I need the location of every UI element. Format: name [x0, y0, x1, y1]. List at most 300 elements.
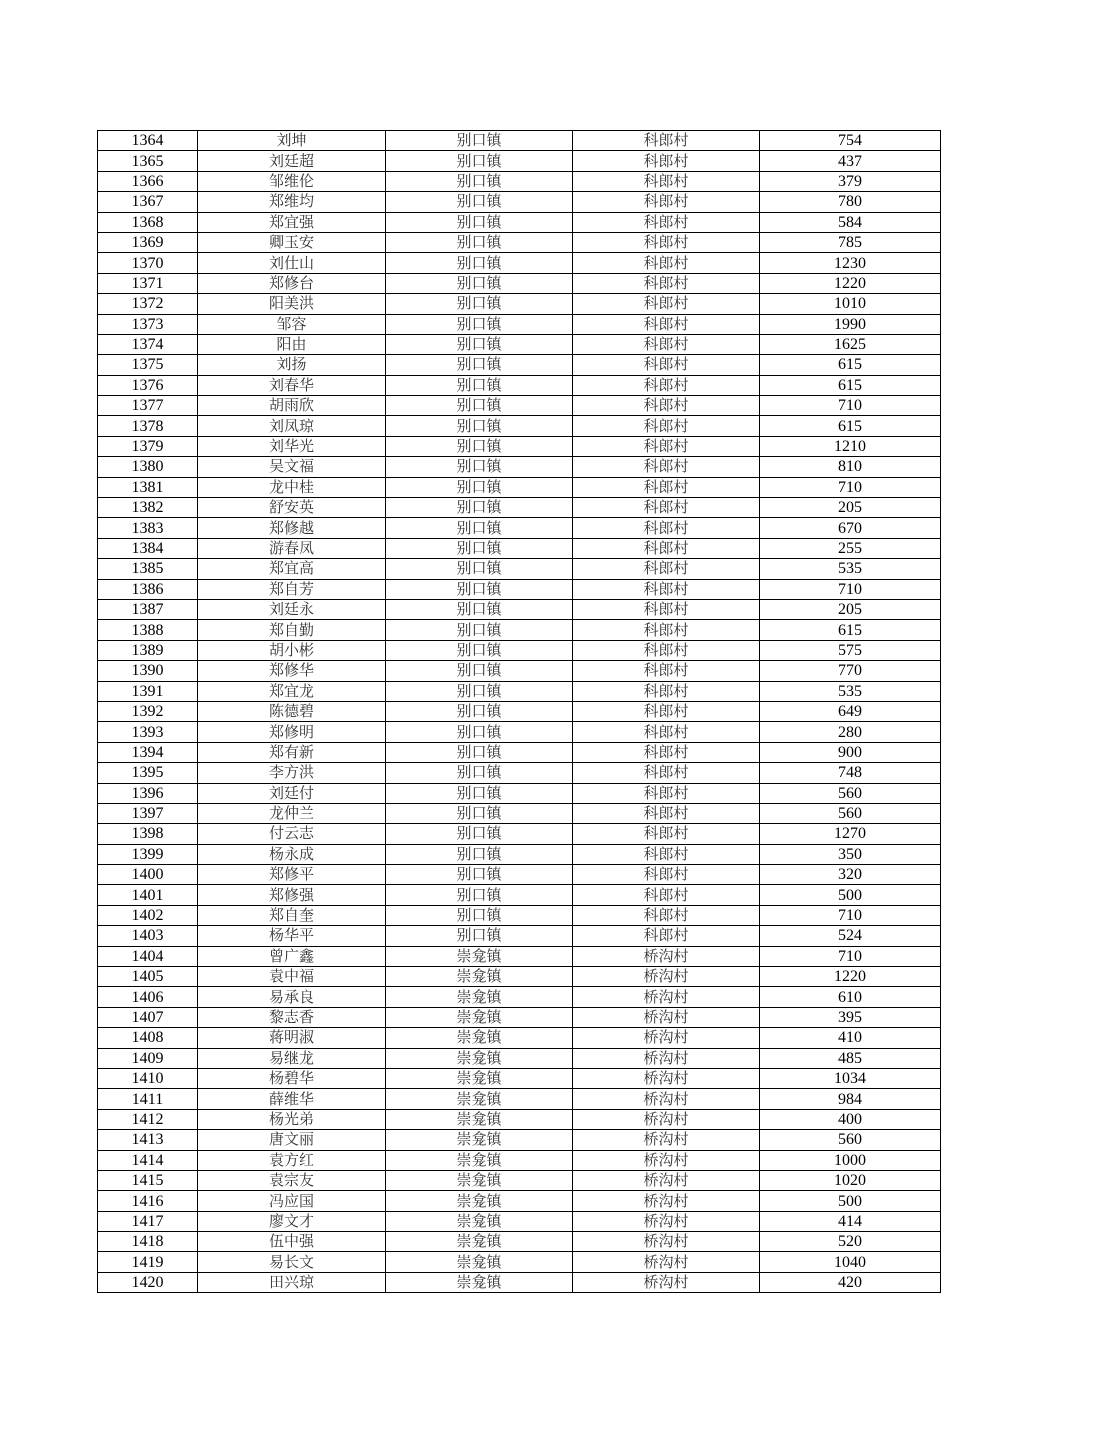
town-cell: 崇龛镇 [386, 1170, 573, 1190]
town-cell: 崇龛镇 [386, 987, 573, 1007]
village-cell: 科郎村 [573, 681, 760, 701]
town-cell: 别口镇 [386, 844, 573, 864]
table-row [98, 722, 941, 742]
table-row [98, 334, 941, 354]
row-number-cell: 1413 [98, 1130, 198, 1150]
name-cell: 刘廷永 [198, 599, 386, 619]
town-cell: 崇龛镇 [386, 946, 573, 966]
amount-cell: 1010 [760, 294, 941, 314]
name-cell: 刘春华 [198, 375, 386, 395]
amount-cell: 500 [760, 1191, 941, 1211]
village-cell: 科郎村 [573, 763, 760, 783]
amount-cell: 710 [760, 396, 941, 416]
table-row [98, 294, 941, 314]
row-number-cell: 1387 [98, 599, 198, 619]
name-cell: 郑有新 [198, 742, 386, 762]
row-number-cell: 1383 [98, 518, 198, 538]
name-cell: 刘华光 [198, 436, 386, 456]
row-number-cell: 1396 [98, 783, 198, 803]
row-number-cell: 1402 [98, 905, 198, 925]
row-number-cell: 1397 [98, 803, 198, 823]
amount-cell: 1220 [760, 967, 941, 987]
name-cell: 刘凤琼 [198, 416, 386, 436]
table-row [98, 844, 941, 864]
name-cell: 陈德碧 [198, 701, 386, 721]
village-cell: 桥沟村 [573, 1170, 760, 1190]
village-cell: 科郎村 [573, 457, 760, 477]
amount-cell: 379 [760, 171, 941, 191]
town-cell: 崇龛镇 [386, 1191, 573, 1211]
row-number-cell: 1384 [98, 538, 198, 558]
row-number-cell: 1371 [98, 273, 198, 293]
name-cell: 刘扬 [198, 355, 386, 375]
row-number-cell: 1393 [98, 722, 198, 742]
row-number-cell: 1377 [98, 396, 198, 416]
town-cell: 别口镇 [386, 192, 573, 212]
town-cell: 别口镇 [386, 742, 573, 762]
village-cell: 科郎村 [573, 722, 760, 742]
village-cell: 桥沟村 [573, 1007, 760, 1027]
village-cell: 桥沟村 [573, 1272, 760, 1292]
town-cell: 别口镇 [386, 599, 573, 619]
row-number-cell: 1401 [98, 885, 198, 905]
amount-cell: 710 [760, 477, 941, 497]
amount-cell: 350 [760, 844, 941, 864]
village-cell: 科郎村 [573, 212, 760, 232]
name-cell: 吴文福 [198, 457, 386, 477]
village-cell: 桥沟村 [573, 1252, 760, 1272]
town-cell: 崇龛镇 [386, 1007, 573, 1027]
table-row [98, 1048, 941, 1068]
amount-cell: 615 [760, 375, 941, 395]
amount-cell: 810 [760, 457, 941, 477]
name-cell: 唐文丽 [198, 1130, 386, 1150]
village-cell: 科郎村 [573, 783, 760, 803]
row-number-cell: 1373 [98, 314, 198, 334]
name-cell: 易长文 [198, 1252, 386, 1272]
row-number-cell: 1372 [98, 294, 198, 314]
row-number-cell: 1375 [98, 355, 198, 375]
row-number-cell: 1368 [98, 212, 198, 232]
village-cell: 科郎村 [573, 416, 760, 436]
table-row [98, 477, 941, 497]
amount-cell: 520 [760, 1232, 941, 1252]
name-cell: 蒋明淑 [198, 1028, 386, 1048]
name-cell: 郑自奎 [198, 905, 386, 925]
amount-cell: 205 [760, 599, 941, 619]
amount-cell: 1040 [760, 1252, 941, 1272]
town-cell: 别口镇 [386, 885, 573, 905]
row-number-cell: 1381 [98, 477, 198, 497]
table-row [98, 620, 941, 640]
table-row [98, 1211, 941, 1231]
name-cell: 刘坤 [198, 131, 386, 151]
name-cell: 郑修强 [198, 885, 386, 905]
table-row [98, 457, 941, 477]
village-cell: 科郎村 [573, 314, 760, 334]
table-row [98, 885, 941, 905]
name-cell: 伍中强 [198, 1232, 386, 1252]
table-row [98, 355, 941, 375]
town-cell: 别口镇 [386, 436, 573, 456]
table-row [98, 599, 941, 619]
table-row [98, 538, 941, 558]
row-number-cell: 1382 [98, 498, 198, 518]
name-cell: 游春凤 [198, 538, 386, 558]
table-row [98, 416, 941, 436]
village-cell: 科郎村 [573, 701, 760, 721]
name-cell: 袁宗友 [198, 1170, 386, 1190]
name-cell: 薛维华 [198, 1089, 386, 1109]
table-row [98, 518, 941, 538]
row-number-cell: 1370 [98, 253, 198, 273]
amount-cell: 500 [760, 885, 941, 905]
town-cell: 别口镇 [386, 824, 573, 844]
name-cell: 邹维伦 [198, 171, 386, 191]
name-cell: 郑宜强 [198, 212, 386, 232]
town-cell: 别口镇 [386, 905, 573, 925]
town-cell: 别口镇 [386, 355, 573, 375]
village-cell: 科郎村 [573, 579, 760, 599]
name-cell: 黎志香 [198, 1007, 386, 1027]
town-cell: 别口镇 [386, 314, 573, 334]
name-cell: 田兴琼 [198, 1272, 386, 1292]
name-cell: 易承良 [198, 987, 386, 1007]
table-row [98, 314, 941, 334]
town-cell: 别口镇 [386, 232, 573, 252]
town-cell: 崇龛镇 [386, 1068, 573, 1088]
town-cell: 别口镇 [386, 681, 573, 701]
table-row [98, 926, 941, 946]
town-cell: 别口镇 [386, 131, 573, 151]
town-cell: 别口镇 [386, 498, 573, 518]
table-row [98, 946, 941, 966]
amount-cell: 320 [760, 865, 941, 885]
name-cell: 杨华平 [198, 926, 386, 946]
town-cell: 崇龛镇 [386, 967, 573, 987]
name-cell: 郑维均 [198, 192, 386, 212]
table-row [98, 1007, 941, 1027]
name-cell: 阳由 [198, 334, 386, 354]
village-cell: 科郎村 [573, 192, 760, 212]
name-cell: 龙仲兰 [198, 803, 386, 823]
village-cell: 科郎村 [573, 273, 760, 293]
town-cell: 别口镇 [386, 559, 573, 579]
town-cell: 别口镇 [386, 620, 573, 640]
amount-cell: 1990 [760, 314, 941, 334]
row-number-cell: 1390 [98, 661, 198, 681]
town-cell: 别口镇 [386, 477, 573, 497]
town-cell: 别口镇 [386, 803, 573, 823]
table-row [98, 1170, 941, 1190]
village-cell: 科郎村 [573, 375, 760, 395]
village-cell: 科郎村 [573, 518, 760, 538]
row-number-cell: 1399 [98, 844, 198, 864]
table-row [98, 640, 941, 660]
table-row [98, 1232, 941, 1252]
table-row [98, 232, 941, 252]
village-cell: 科郎村 [573, 905, 760, 925]
village-cell: 科郎村 [573, 844, 760, 864]
table-row [98, 967, 941, 987]
name-cell: 郑宜龙 [198, 681, 386, 701]
name-cell: 郑修华 [198, 661, 386, 681]
row-number-cell: 1365 [98, 151, 198, 171]
town-cell: 别口镇 [386, 171, 573, 191]
row-number-cell: 1388 [98, 620, 198, 640]
town-cell: 别口镇 [386, 518, 573, 538]
village-cell: 科郎村 [573, 803, 760, 823]
row-number-cell: 1418 [98, 1232, 198, 1252]
row-number-cell: 1415 [98, 1170, 198, 1190]
row-number-cell: 1400 [98, 865, 198, 885]
town-cell: 崇龛镇 [386, 1048, 573, 1068]
town-cell: 别口镇 [386, 151, 573, 171]
name-cell: 胡雨欣 [198, 396, 386, 416]
row-number-cell: 1419 [98, 1252, 198, 1272]
village-cell: 科郎村 [573, 661, 760, 681]
name-cell: 李方洪 [198, 763, 386, 783]
amount-cell: 984 [760, 1089, 941, 1109]
name-cell: 杨碧华 [198, 1068, 386, 1088]
row-number-cell: 1420 [98, 1272, 198, 1292]
village-cell: 科郎村 [573, 436, 760, 456]
village-cell: 科郎村 [573, 538, 760, 558]
amount-cell: 710 [760, 946, 941, 966]
village-cell: 科郎村 [573, 334, 760, 354]
town-cell: 别口镇 [386, 416, 573, 436]
town-cell: 别口镇 [386, 926, 573, 946]
amount-cell: 485 [760, 1048, 941, 1068]
row-number-cell: 1409 [98, 1048, 198, 1068]
amount-cell: 255 [760, 538, 941, 558]
town-cell: 别口镇 [386, 701, 573, 721]
table-row [98, 783, 941, 803]
amount-cell: 414 [760, 1211, 941, 1231]
amount-cell: 524 [760, 926, 941, 946]
row-number-cell: 1404 [98, 946, 198, 966]
amount-cell: 670 [760, 518, 941, 538]
row-number-cell: 1395 [98, 763, 198, 783]
village-cell: 桥沟村 [573, 1150, 760, 1170]
row-number-cell: 1394 [98, 742, 198, 762]
table-row [98, 131, 941, 151]
amount-cell: 395 [760, 1007, 941, 1027]
row-number-cell: 1386 [98, 579, 198, 599]
row-number-cell: 1366 [98, 171, 198, 191]
table-row [98, 375, 941, 395]
amount-cell: 615 [760, 355, 941, 375]
amount-cell: 560 [760, 783, 941, 803]
town-cell: 别口镇 [386, 375, 573, 395]
table-row [98, 987, 941, 1007]
village-cell: 科郎村 [573, 477, 760, 497]
table-row [98, 1068, 941, 1088]
town-cell: 崇龛镇 [386, 1130, 573, 1150]
amount-cell: 780 [760, 192, 941, 212]
town-cell: 别口镇 [386, 253, 573, 273]
table-row [98, 396, 941, 416]
name-cell: 廖文才 [198, 1211, 386, 1231]
town-cell: 崇龛镇 [386, 1211, 573, 1231]
row-number-cell: 1380 [98, 457, 198, 477]
village-cell: 科郎村 [573, 253, 760, 273]
amount-cell: 410 [760, 1028, 941, 1048]
row-number-cell: 1369 [98, 232, 198, 252]
amount-cell: 1625 [760, 334, 941, 354]
row-number-cell: 1367 [98, 192, 198, 212]
village-cell: 桥沟村 [573, 1232, 760, 1252]
name-cell: 龙中桂 [198, 477, 386, 497]
row-number-cell: 1379 [98, 436, 198, 456]
table-body [98, 131, 941, 1293]
town-cell: 别口镇 [386, 538, 573, 558]
table-row [98, 865, 941, 885]
village-cell: 科郎村 [573, 865, 760, 885]
table-row [98, 701, 941, 721]
village-cell: 桥沟村 [573, 1028, 760, 1048]
town-cell: 崇龛镇 [386, 1109, 573, 1129]
town-cell: 别口镇 [386, 212, 573, 232]
amount-cell: 535 [760, 681, 941, 701]
amount-cell: 205 [760, 498, 941, 518]
village-cell: 科郎村 [573, 885, 760, 905]
amount-cell: 420 [760, 1272, 941, 1292]
village-cell: 科郎村 [573, 498, 760, 518]
table-row [98, 1191, 941, 1211]
village-cell: 科郎村 [573, 824, 760, 844]
amount-cell: 280 [760, 722, 941, 742]
row-number-cell: 1385 [98, 559, 198, 579]
table-row [98, 1089, 941, 1109]
amount-cell: 710 [760, 905, 941, 925]
town-cell: 别口镇 [386, 294, 573, 314]
village-cell: 桥沟村 [573, 967, 760, 987]
amount-cell: 1230 [760, 253, 941, 273]
table-row [98, 253, 941, 273]
town-cell: 崇龛镇 [386, 1028, 573, 1048]
village-cell: 科郎村 [573, 131, 760, 151]
name-cell: 袁中福 [198, 967, 386, 987]
name-cell: 袁方红 [198, 1150, 386, 1170]
table-row [98, 824, 941, 844]
village-cell: 科郎村 [573, 396, 760, 416]
name-cell: 郑自芳 [198, 579, 386, 599]
row-number-cell: 1376 [98, 375, 198, 395]
table-row [98, 661, 941, 681]
town-cell: 别口镇 [386, 763, 573, 783]
village-cell: 桥沟村 [573, 1089, 760, 1109]
table-row [98, 1272, 941, 1292]
town-cell: 别口镇 [386, 396, 573, 416]
name-cell: 郑宜高 [198, 559, 386, 579]
village-cell: 桥沟村 [573, 1109, 760, 1129]
village-cell: 科郎村 [573, 620, 760, 640]
table-row [98, 212, 941, 232]
village-cell: 科郎村 [573, 742, 760, 762]
village-cell: 科郎村 [573, 171, 760, 191]
row-number-cell: 1417 [98, 1211, 198, 1231]
table-row [98, 1028, 941, 1048]
amount-cell: 560 [760, 803, 941, 823]
village-cell: 科郎村 [573, 151, 760, 171]
name-cell: 郑修越 [198, 518, 386, 538]
town-cell: 别口镇 [386, 579, 573, 599]
name-cell: 郑修台 [198, 273, 386, 293]
name-cell: 刘廷超 [198, 151, 386, 171]
amount-cell: 535 [760, 559, 941, 579]
town-cell: 别口镇 [386, 783, 573, 803]
row-number-cell: 1416 [98, 1191, 198, 1211]
village-cell: 科郎村 [573, 559, 760, 579]
amount-cell: 615 [760, 620, 941, 640]
table-row [98, 681, 941, 701]
name-cell: 杨永成 [198, 844, 386, 864]
table-row [98, 763, 941, 783]
name-cell: 卿玉安 [198, 232, 386, 252]
amount-cell: 1000 [760, 1150, 941, 1170]
name-cell: 曾广鑫 [198, 946, 386, 966]
town-cell: 别口镇 [386, 865, 573, 885]
table-row [98, 905, 941, 925]
amount-cell: 649 [760, 701, 941, 721]
amount-cell: 770 [760, 661, 941, 681]
name-cell: 郑自勤 [198, 620, 386, 640]
town-cell: 别口镇 [386, 457, 573, 477]
village-cell: 桥沟村 [573, 1068, 760, 1088]
amount-cell: 1220 [760, 273, 941, 293]
village-cell: 桥沟村 [573, 1191, 760, 1211]
village-cell: 桥沟村 [573, 1048, 760, 1068]
town-cell: 别口镇 [386, 640, 573, 660]
town-cell: 别口镇 [386, 334, 573, 354]
name-cell: 刘廷付 [198, 783, 386, 803]
town-cell: 别口镇 [386, 661, 573, 681]
town-cell: 别口镇 [386, 722, 573, 742]
town-cell: 崇龛镇 [386, 1150, 573, 1170]
name-cell: 付云志 [198, 824, 386, 844]
row-number-cell: 1410 [98, 1068, 198, 1088]
name-cell: 胡小彬 [198, 640, 386, 660]
table-row [98, 1150, 941, 1170]
village-cell: 桥沟村 [573, 946, 760, 966]
village-cell: 科郎村 [573, 294, 760, 314]
row-number-cell: 1411 [98, 1089, 198, 1109]
row-number-cell: 1403 [98, 926, 198, 946]
table-row [98, 559, 941, 579]
town-cell: 别口镇 [386, 273, 573, 293]
table-row [98, 273, 941, 293]
amount-cell: 615 [760, 416, 941, 436]
village-cell: 科郎村 [573, 640, 760, 660]
amount-cell: 560 [760, 1130, 941, 1150]
row-number-cell: 1374 [98, 334, 198, 354]
amount-cell: 584 [760, 212, 941, 232]
row-number-cell: 1407 [98, 1007, 198, 1027]
row-number-cell: 1391 [98, 681, 198, 701]
name-cell: 郑修明 [198, 722, 386, 742]
table-row [98, 742, 941, 762]
village-cell: 科郎村 [573, 599, 760, 619]
amount-cell: 400 [760, 1109, 941, 1129]
amount-cell: 1210 [760, 436, 941, 456]
data-table [97, 130, 941, 1293]
name-cell: 郑修平 [198, 865, 386, 885]
row-number-cell: 1408 [98, 1028, 198, 1048]
village-cell: 科郎村 [573, 926, 760, 946]
amount-cell: 900 [760, 742, 941, 762]
amount-cell: 748 [760, 763, 941, 783]
